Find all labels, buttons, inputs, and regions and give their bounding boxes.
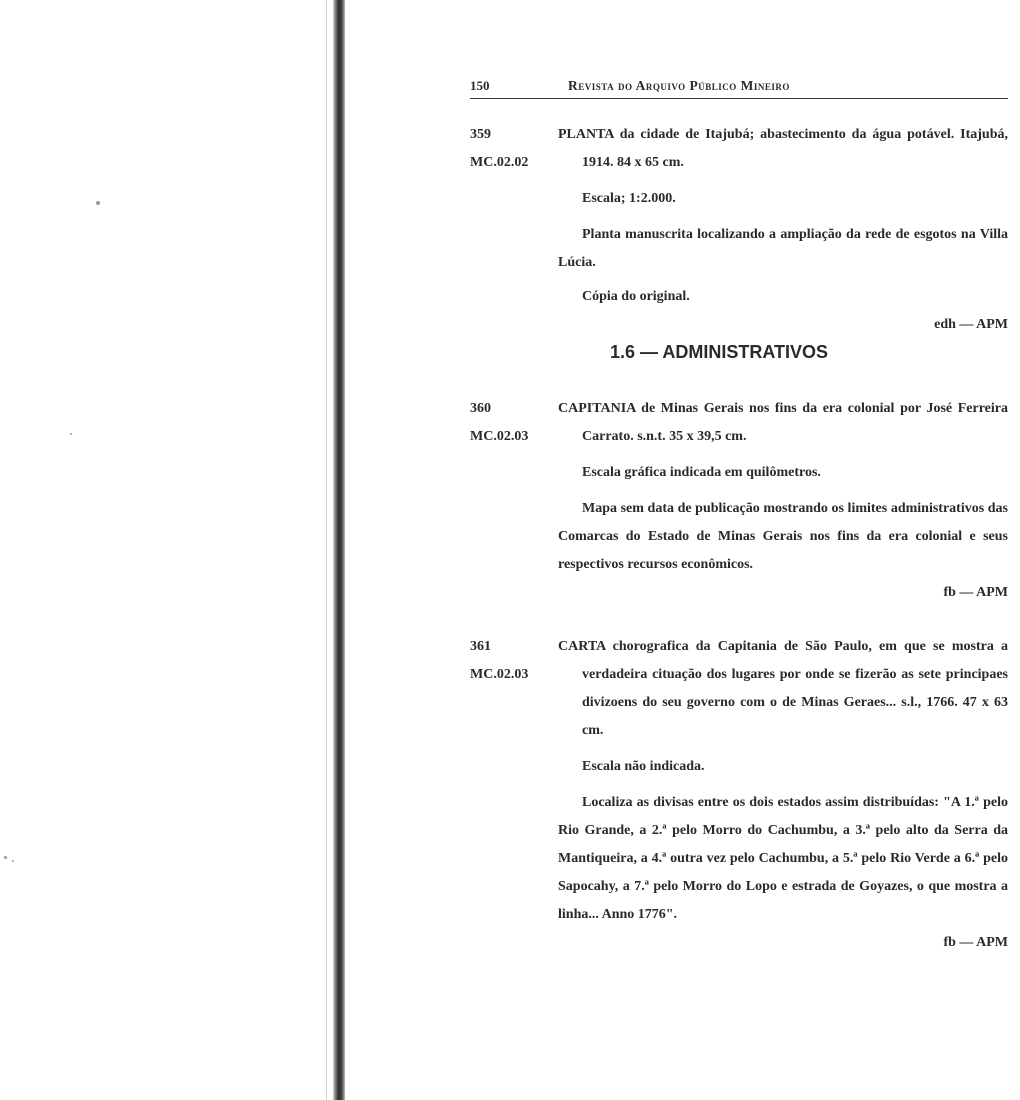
paper-speck xyxy=(96,201,100,205)
entry-description: Mapa sem data de publicação mostrando os limites administrativos das Comarcas do Estado de Minas Gerais nos fins da era colonial e seus respectivos recursos econômicos. xyxy=(558,501,1008,572)
entry-body xyxy=(558,395,1008,607)
entry-code: MC.02.02 xyxy=(470,155,529,170)
section-heading: 1.6 — ADMINISTRATIVOS xyxy=(610,342,829,362)
entry-scale: Escala gráfica indicada em quilômetros. xyxy=(582,465,821,480)
entry-scale: Escala; 1:2.000. xyxy=(582,191,676,206)
entry-title: CARTA chorografica da Capitania de São Paulo, em que se mostra a verdadeira cituação dos lugares por onde se fizerão as sete principaes divizoens do seu governo com o de Minas Geraes... s.l., 1766. 47 x 63 cm. xyxy=(558,639,1008,738)
paper-speck xyxy=(12,860,14,862)
paper-speck xyxy=(4,856,7,859)
entry-number: 360 xyxy=(470,401,491,416)
entry-source: fb — APM xyxy=(943,935,1008,950)
page-edge xyxy=(326,0,327,1100)
entry-code: MC.02.03 xyxy=(470,667,529,682)
entry-source: fb — APM xyxy=(943,585,1008,600)
paper-speck xyxy=(70,433,72,435)
entry-code: MC.02.03 xyxy=(470,429,529,444)
entry-title: CAPITANIA de Minas Gerais nos fins da era colonial por José Ferreira Carrato. s.n.t. 35 x 39,5 cm. xyxy=(558,401,1008,444)
entry-description: Planta manuscrita localizando a ampliação da rede de esgotos na Villa Lúcia. xyxy=(558,227,1008,270)
entry-number: 361 xyxy=(470,639,491,654)
journal-title: Revista do Arquivo Público Mineiro xyxy=(568,78,790,93)
entry-title: PLANTA da cidade de Itajubá; abastecimento da água potável. Itajubá, 1914. 84 x 65 cm. xyxy=(558,127,1008,170)
book-spine xyxy=(333,0,345,1100)
page-number: 150 xyxy=(470,78,490,93)
header-rule xyxy=(470,98,1008,99)
entry-description: Localiza as divisas entre os dois estados assim distribuídas: "A 1.ª pelo Rio Grande, a 2.ª pelo Morro do Cachumbu, a 3.ª pelo alto da Serra da Mantiqueira, a 4.ª outra vez pelo Cachumbu, a 5.ª pelo Rio Verde a 6.ª pelo Sapocahy, a 7.ª pelo Morro do Lopo e estrada de Goyazes, o que mostra a linha... Anno 1776". xyxy=(558,795,1008,922)
entry-source: edh — APM xyxy=(934,317,1008,332)
entry-copy-note: Cópia do original. xyxy=(582,289,690,304)
entry-body xyxy=(558,633,1008,957)
entry-scale: Escala não indicada. xyxy=(582,759,705,774)
entry-body xyxy=(558,121,1008,339)
entry-number: 359 xyxy=(470,127,491,142)
